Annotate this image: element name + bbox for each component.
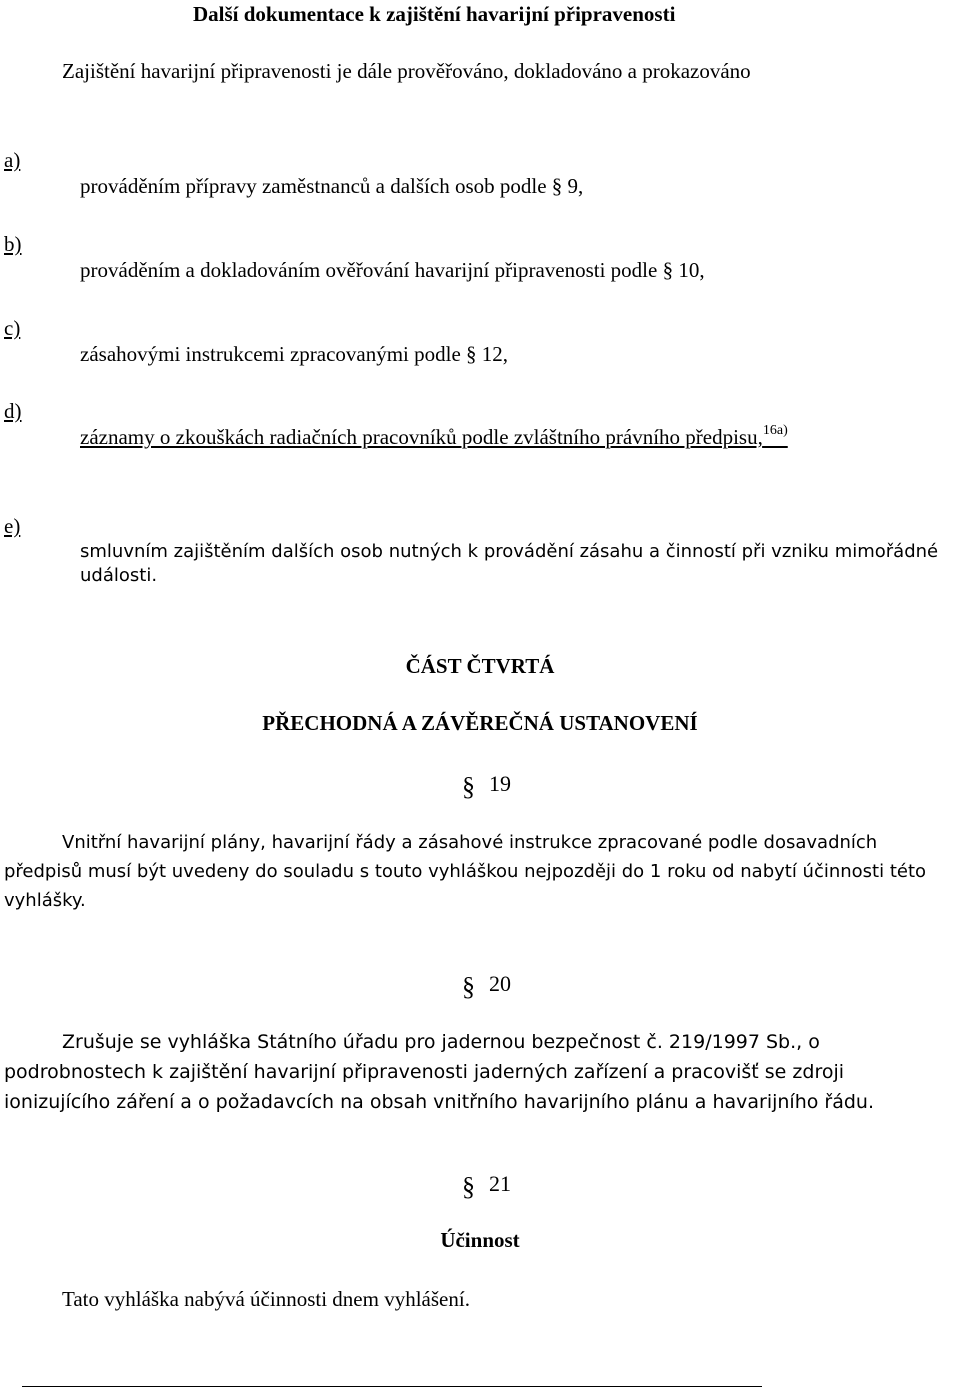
section-number: 20: [489, 971, 511, 996]
part-subtitle: PŘECHODNÁ A ZÁVĚREČNÁ USTANOVENÍ: [262, 711, 698, 735]
list-marker-e: e): [4, 514, 21, 538]
list-item-d: [80, 425, 788, 453]
section-symbol: §: [462, 972, 475, 1001]
document-heading: Další dokumentace k zajištění havarijní připravenosti: [193, 2, 676, 26]
section-20-heading: [462, 968, 511, 1001]
list-item-c: zásahovými instrukcemi zpracovanými podle § 12,: [80, 342, 509, 366]
footnote-reference: 16a): [762, 423, 788, 438]
list-item-a: prováděním přípravy zaměstnanců a dalších osob podle § 9,: [80, 174, 584, 198]
list-marker-a: a): [4, 148, 21, 172]
list-marker-b: b): [4, 232, 22, 256]
list-marker-c: c): [4, 316, 21, 340]
section-symbol: §: [462, 772, 475, 801]
part-title: ČÁST ČTVRTÁ: [405, 654, 555, 678]
section-19-text: Vnitřní havarijní plány, havarijní řády a zásahové instrukce zpracované podle dosavadních předpisů musí být uvedeny do souladu s touto vyhláškou nejpozději do 1 roku od nabytí účinnosti této vyhlášky.: [4, 832, 927, 911]
section-21-heading: [462, 1168, 511, 1201]
section-21-title: Účinnost: [440, 1228, 520, 1252]
section-21-text: Tato vyhláška nabývá účinnosti dnem vyhlášení.: [62, 1287, 470, 1311]
section-20-text: Zrušuje se vyhláška Státního úřadu pro jadernou bezpečnost č. 219/1997 Sb., o podrobnostech k zajištění havarijní připravenosti jaderných zařízení a pracovišť se zdroji ionizujícího záření a o požadavcích na obsah vnitřního havarijního plánu a havarijního řádu.: [4, 1031, 875, 1113]
footnote-separator: [22, 1386, 762, 1387]
section-symbol: §: [462, 1172, 475, 1201]
section-19-heading: [462, 768, 511, 801]
section-number: 19: [489, 771, 511, 796]
list-item-b: prováděním a dokladováním ověřování havarijní připravenosti podle § 10,: [80, 258, 705, 282]
intro-text: Zajištění havarijní připravenosti je dále prověřováno, dokladováno a prokazováno: [62, 59, 751, 83]
list-item-e: smluvním zajištěním dalších osob nutných k provádění zásahu a činností při vzniku mimořádné události.: [80, 541, 939, 586]
list-marker-d: d): [4, 399, 22, 423]
section-number: 21: [489, 1171, 511, 1196]
list-item-d-text: záznamy o zkouškách radiačních pracovníků podle zvláštního právního předpisu,: [80, 425, 763, 449]
